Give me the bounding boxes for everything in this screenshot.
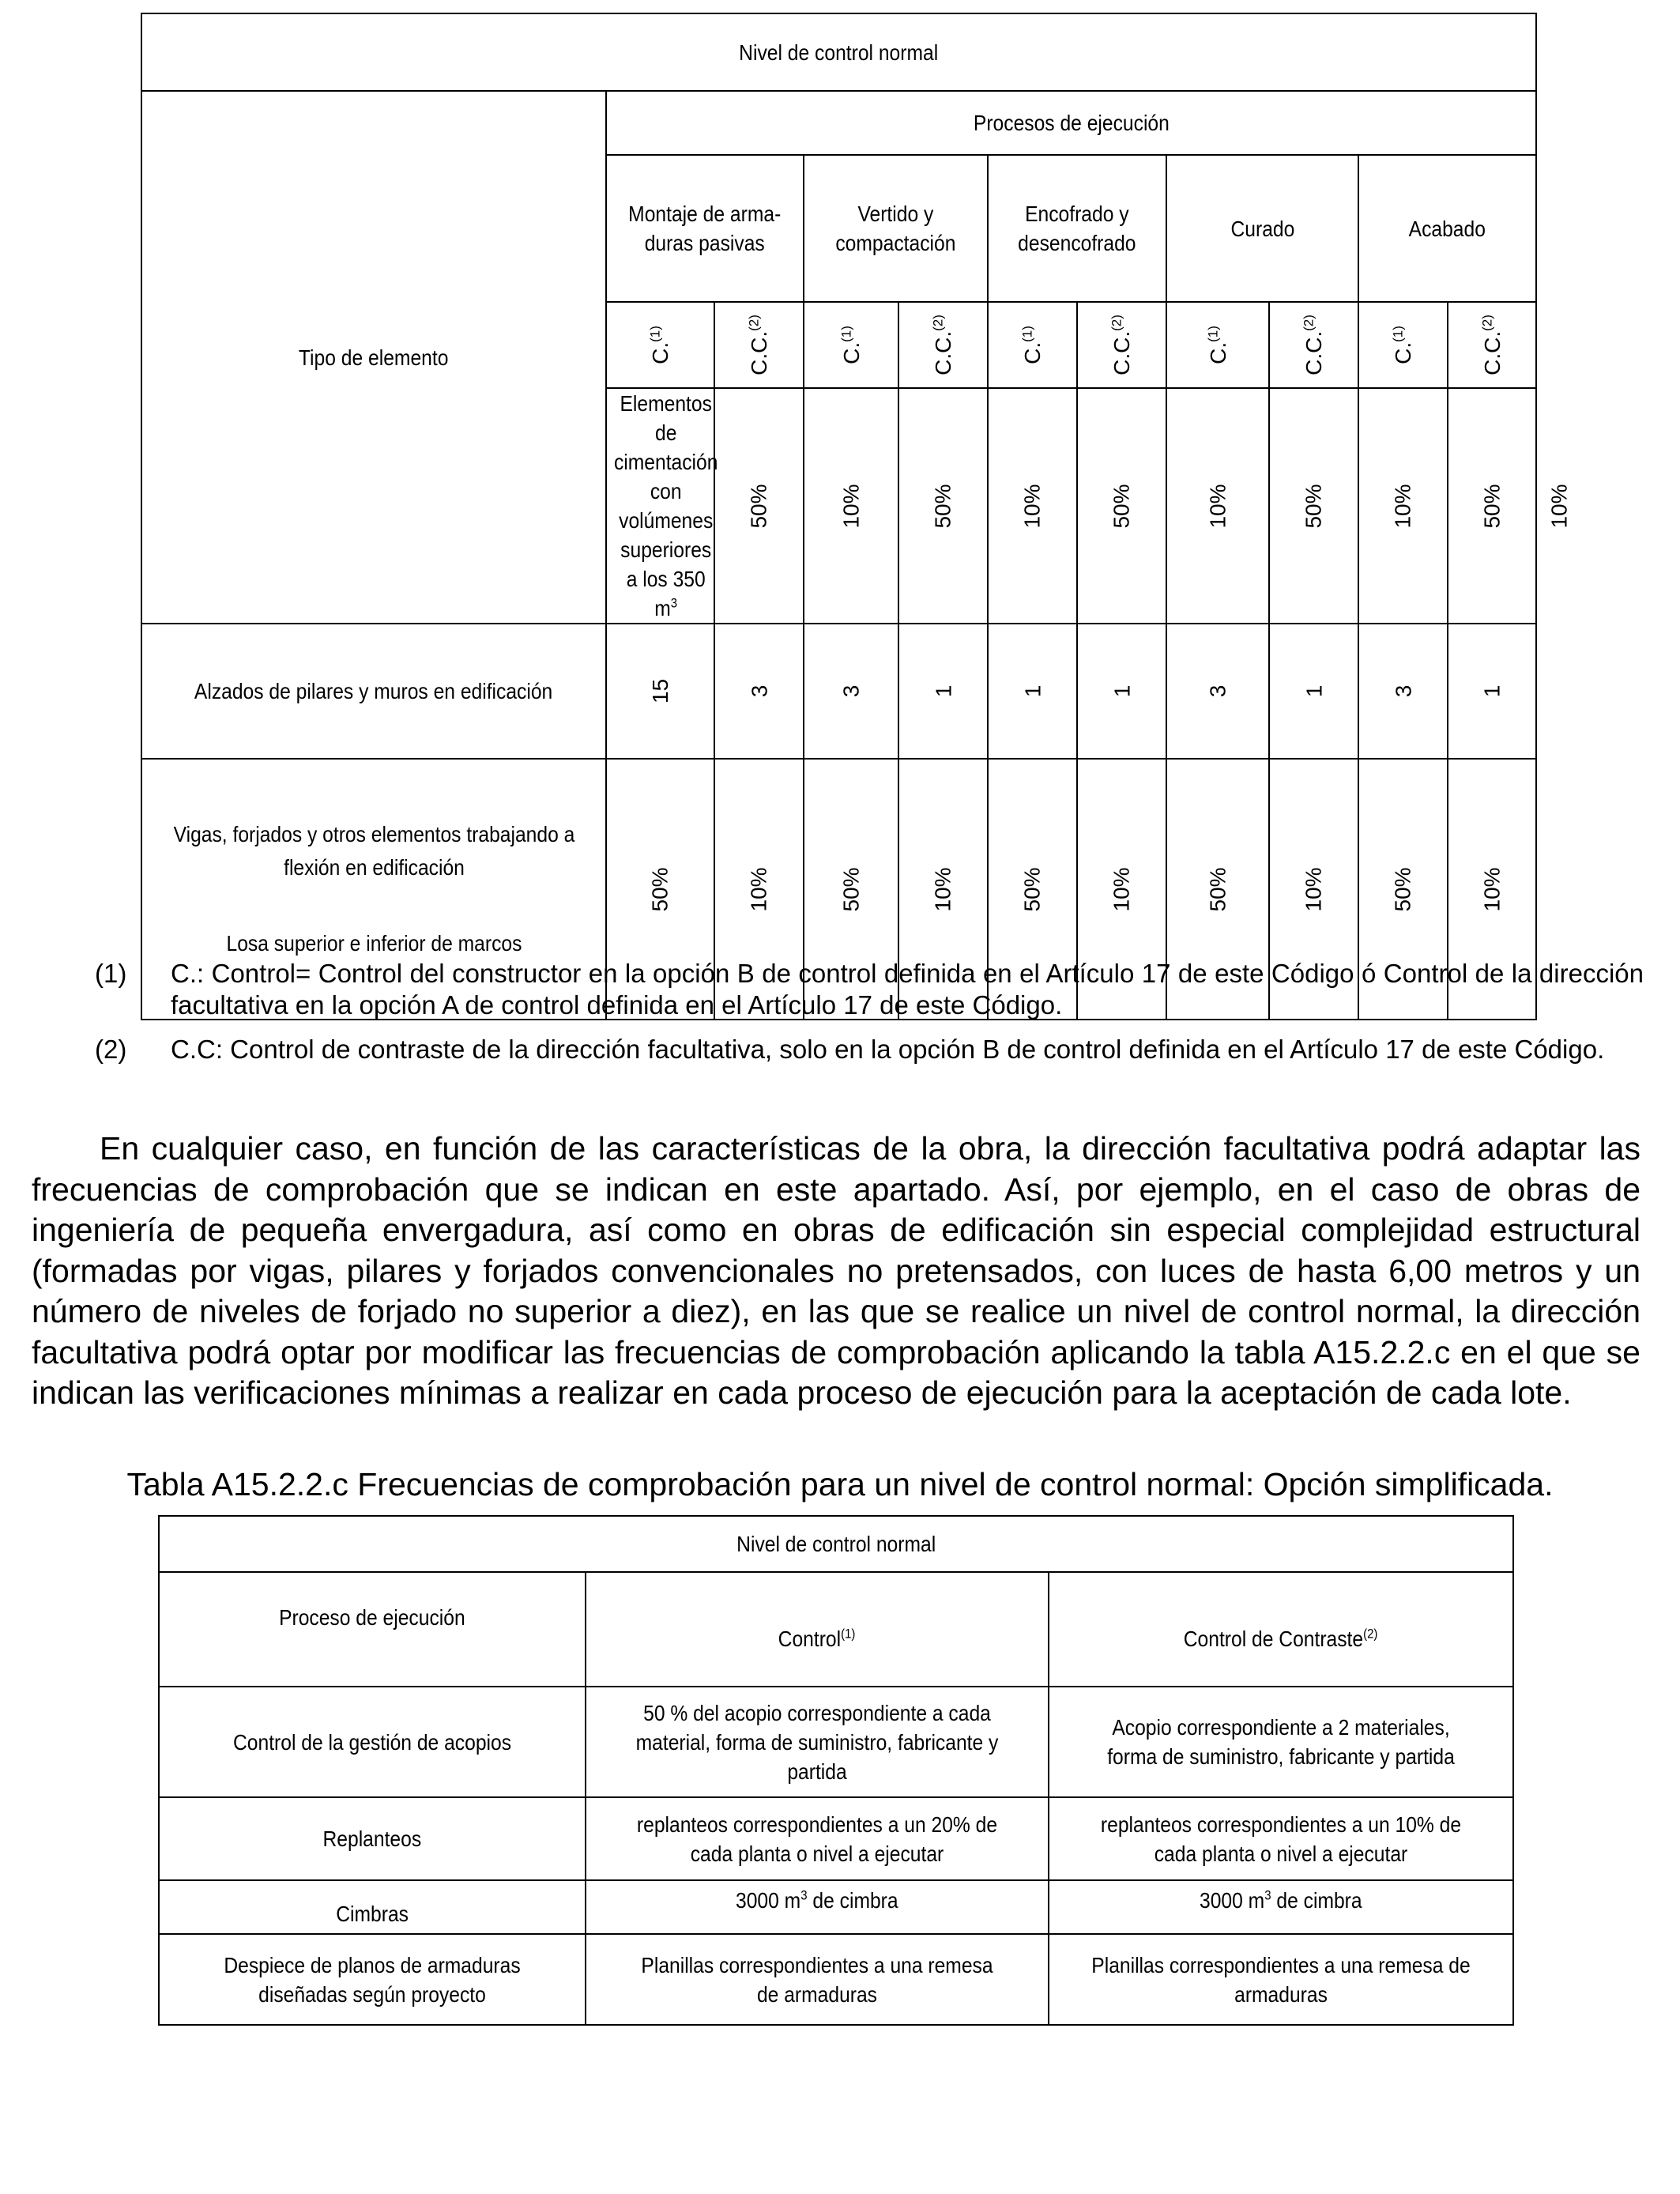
footnote-text: C.C: Control de contraste de la dirección facultativa, solo en la opción B de control definida en el Artículo 17 de este Código. — [171, 1035, 1605, 1064]
process-montaje: Montaje de arma- duras pasivas — [606, 155, 804, 302]
table-row — [159, 1797, 1513, 1880]
row-label: Elementos de cimentación con volúmenes superiores a los 350 $m^3$ — [606, 388, 714, 624]
cell-value: 50% — [714, 388, 804, 624]
subheader-c: C.$^{(1)}$ — [1358, 302, 1448, 388]
process-vertido: Vertido y compactación — [804, 155, 988, 302]
process-acabado: Acabado — [1358, 155, 1536, 302]
subheader-c: C.$^{(1)}$ — [1166, 302, 1269, 388]
col-contraste-header: Control de Contraste$^{(2)}$ — [1049, 1572, 1513, 1687]
cell-value: 1 — [1269, 624, 1358, 759]
row-proceso: Control de la gestión de acopios — [159, 1687, 586, 1797]
row-control: 50 % del acopio correspondiente a cada material, forma de suministro, fabricante y partida — [586, 1687, 1049, 1797]
cell-value: 50% — [804, 759, 898, 1020]
cell-value: 1 — [988, 624, 1077, 759]
row-contraste: 3000 $m^3$ de cimbra — [1049, 1880, 1513, 1934]
cell-value: 10% — [1358, 388, 1448, 624]
subheader-cc: C.C.$^{(2)}$ — [1269, 302, 1358, 388]
cell-value: 3 — [1166, 624, 1269, 759]
body-paragraph: En cualquier caso, en función de las características de la obra, la dirección facultativa podrá adaptar las frecuencias de comprobación que se indican en este apartado. Así, por ejemplo, en el caso de obras de ingeniería de pequeña envergadura, así como en obras de edificación sin especial complejidad estructural (formadas por vigas, pilares y forjados convencionales no pretensados, con luces de hasta 6,00 metros y un número de niveles de forjado no superior a diez), en las que se realice un nivel de control normal, la dirección facultativa podrá optar por modificar las frecuencias de comprobación aplicando la tabla A15.2.2.c en el que se indican las verificaciones mínimas a realizar en cada proceso de ejecución para la aceptación de cada lote. — [32, 1130, 1640, 1411]
process-encofrado: Encofrado y desencofrado — [988, 155, 1166, 302]
subheader-c: C.$^{(1)}$ — [606, 302, 714, 388]
footnote-number: (1) — [95, 959, 127, 988]
subheader-cc: C.C.$^{(2)}$ — [1448, 302, 1536, 388]
subheader-cc: C.C.$^{(2)}$ — [714, 302, 804, 388]
subheader-cc: C.C.$^{(2)}$ — [898, 302, 988, 388]
cell-value: 50% — [1269, 388, 1358, 624]
cell-value: 10% — [1448, 759, 1536, 1020]
cell-value: 1 — [1448, 624, 1536, 759]
footnote-2 — [95, 1034, 1644, 1065]
footnote-1 — [95, 958, 1644, 1021]
simplified-control-table — [158, 1515, 1514, 2026]
cell-value: 50% — [1166, 759, 1269, 1020]
cell-value: 50% — [898, 388, 988, 624]
row-control: replanteos correspondientes a un 20% de cada planta o nivel a ejecutar — [586, 1797, 1049, 1880]
row-contraste: Planillas correspondientes a una remesa de armaduras — [1049, 1934, 1513, 2025]
cell-value: 50% — [1358, 759, 1448, 1020]
row-control: Planillas correspondientes a una remesa de armaduras — [586, 1934, 1049, 2025]
cell-value: 10% — [804, 388, 898, 624]
col-control-header: Control$^{(1)}$ — [586, 1572, 1049, 1687]
cell-value: 10% — [1166, 388, 1269, 624]
table-row — [141, 624, 1536, 759]
row-proceso: Despiece de planos de armaduras diseñadas según proyecto — [159, 1934, 586, 2025]
subheader-cc: C.C.$^{(2)}$ — [1077, 302, 1166, 388]
control-frequency-table — [141, 13, 1572, 1020]
row-label: Vigas, forjados y otros elementos trabajando a flexión en edificación Losa superior e inferior de marcos — [141, 759, 606, 1020]
cell-value: 10% — [1269, 759, 1358, 1020]
process-curado: Curado — [1166, 155, 1358, 302]
cell-value: 10% — [714, 759, 804, 1020]
procesos-header: Procesos de ejecución — [606, 91, 1536, 155]
footnote-text: C.: Control= Control del constructor en la opción B de control definida en el Artículo 17 de este Código ó Control de la dirección facultativa en la opción A de control definida en el Artículo 17 de este Código. — [171, 959, 1644, 1020]
footnote-number: (2) — [95, 1035, 127, 1064]
cell-value: 50% — [606, 759, 714, 1020]
table-row — [159, 1880, 1513, 1934]
row-proceso: Cimbras — [159, 1880, 586, 1934]
cell-value: 50% — [1077, 388, 1166, 624]
cell-value: 3 — [1358, 624, 1448, 759]
cell-value: 1 — [898, 624, 988, 759]
subheader-c: C.$^{(1)}$ — [988, 302, 1077, 388]
cell-value: 10% — [1077, 759, 1166, 1020]
table-row: Elementos de cimentación con volúmenes superiores a los 350 $m^3$ 50% 10% 50% 10% 50% 10% 50% 10% 50% 10% — [141, 388, 1536, 624]
row-proceso: Replanteos — [159, 1797, 586, 1880]
row-label: Alzados de pilares y muros en edificación — [141, 624, 606, 759]
cell-value: 10% — [898, 759, 988, 1020]
table-row — [159, 1934, 1513, 2025]
subheader-c: C.$^{(1)}$ — [804, 302, 898, 388]
cell-value: 3 — [804, 624, 898, 759]
cell-value: 15 — [606, 624, 714, 759]
table2-header-title: Nivel de control normal — [159, 1516, 1513, 1572]
table-row — [159, 1687, 1513, 1797]
cell-value: 3 — [714, 624, 804, 759]
cell-value: 50% — [1448, 388, 1536, 624]
tipo-elemento-header: Tipo de elemento — [141, 91, 606, 624]
cell-value: 50% — [988, 759, 1077, 1020]
row-contraste: Acopio correspondiente a 2 materiales, forma de suministro, fabricante y partida — [1049, 1687, 1513, 1797]
col-proceso-header: Proceso de ejecución — [159, 1572, 586, 1687]
table-caption: Tabla A15.2.2.c Frecuencias de comprobación para un nivel de control normal: Opción simplificada. — [126, 1466, 1554, 1502]
cell-value: 1 — [1077, 624, 1166, 759]
table1-header-title: Nivel de control normal — [141, 13, 1536, 91]
row-control: 3000 $m^3$ de cimbra — [586, 1880, 1049, 1934]
row-contraste: replanteos correspondientes a un 10% de cada planta o nivel a ejecutar — [1049, 1797, 1513, 1880]
cell-value: 10% — [988, 388, 1077, 624]
footnotes — [95, 958, 1644, 1065]
